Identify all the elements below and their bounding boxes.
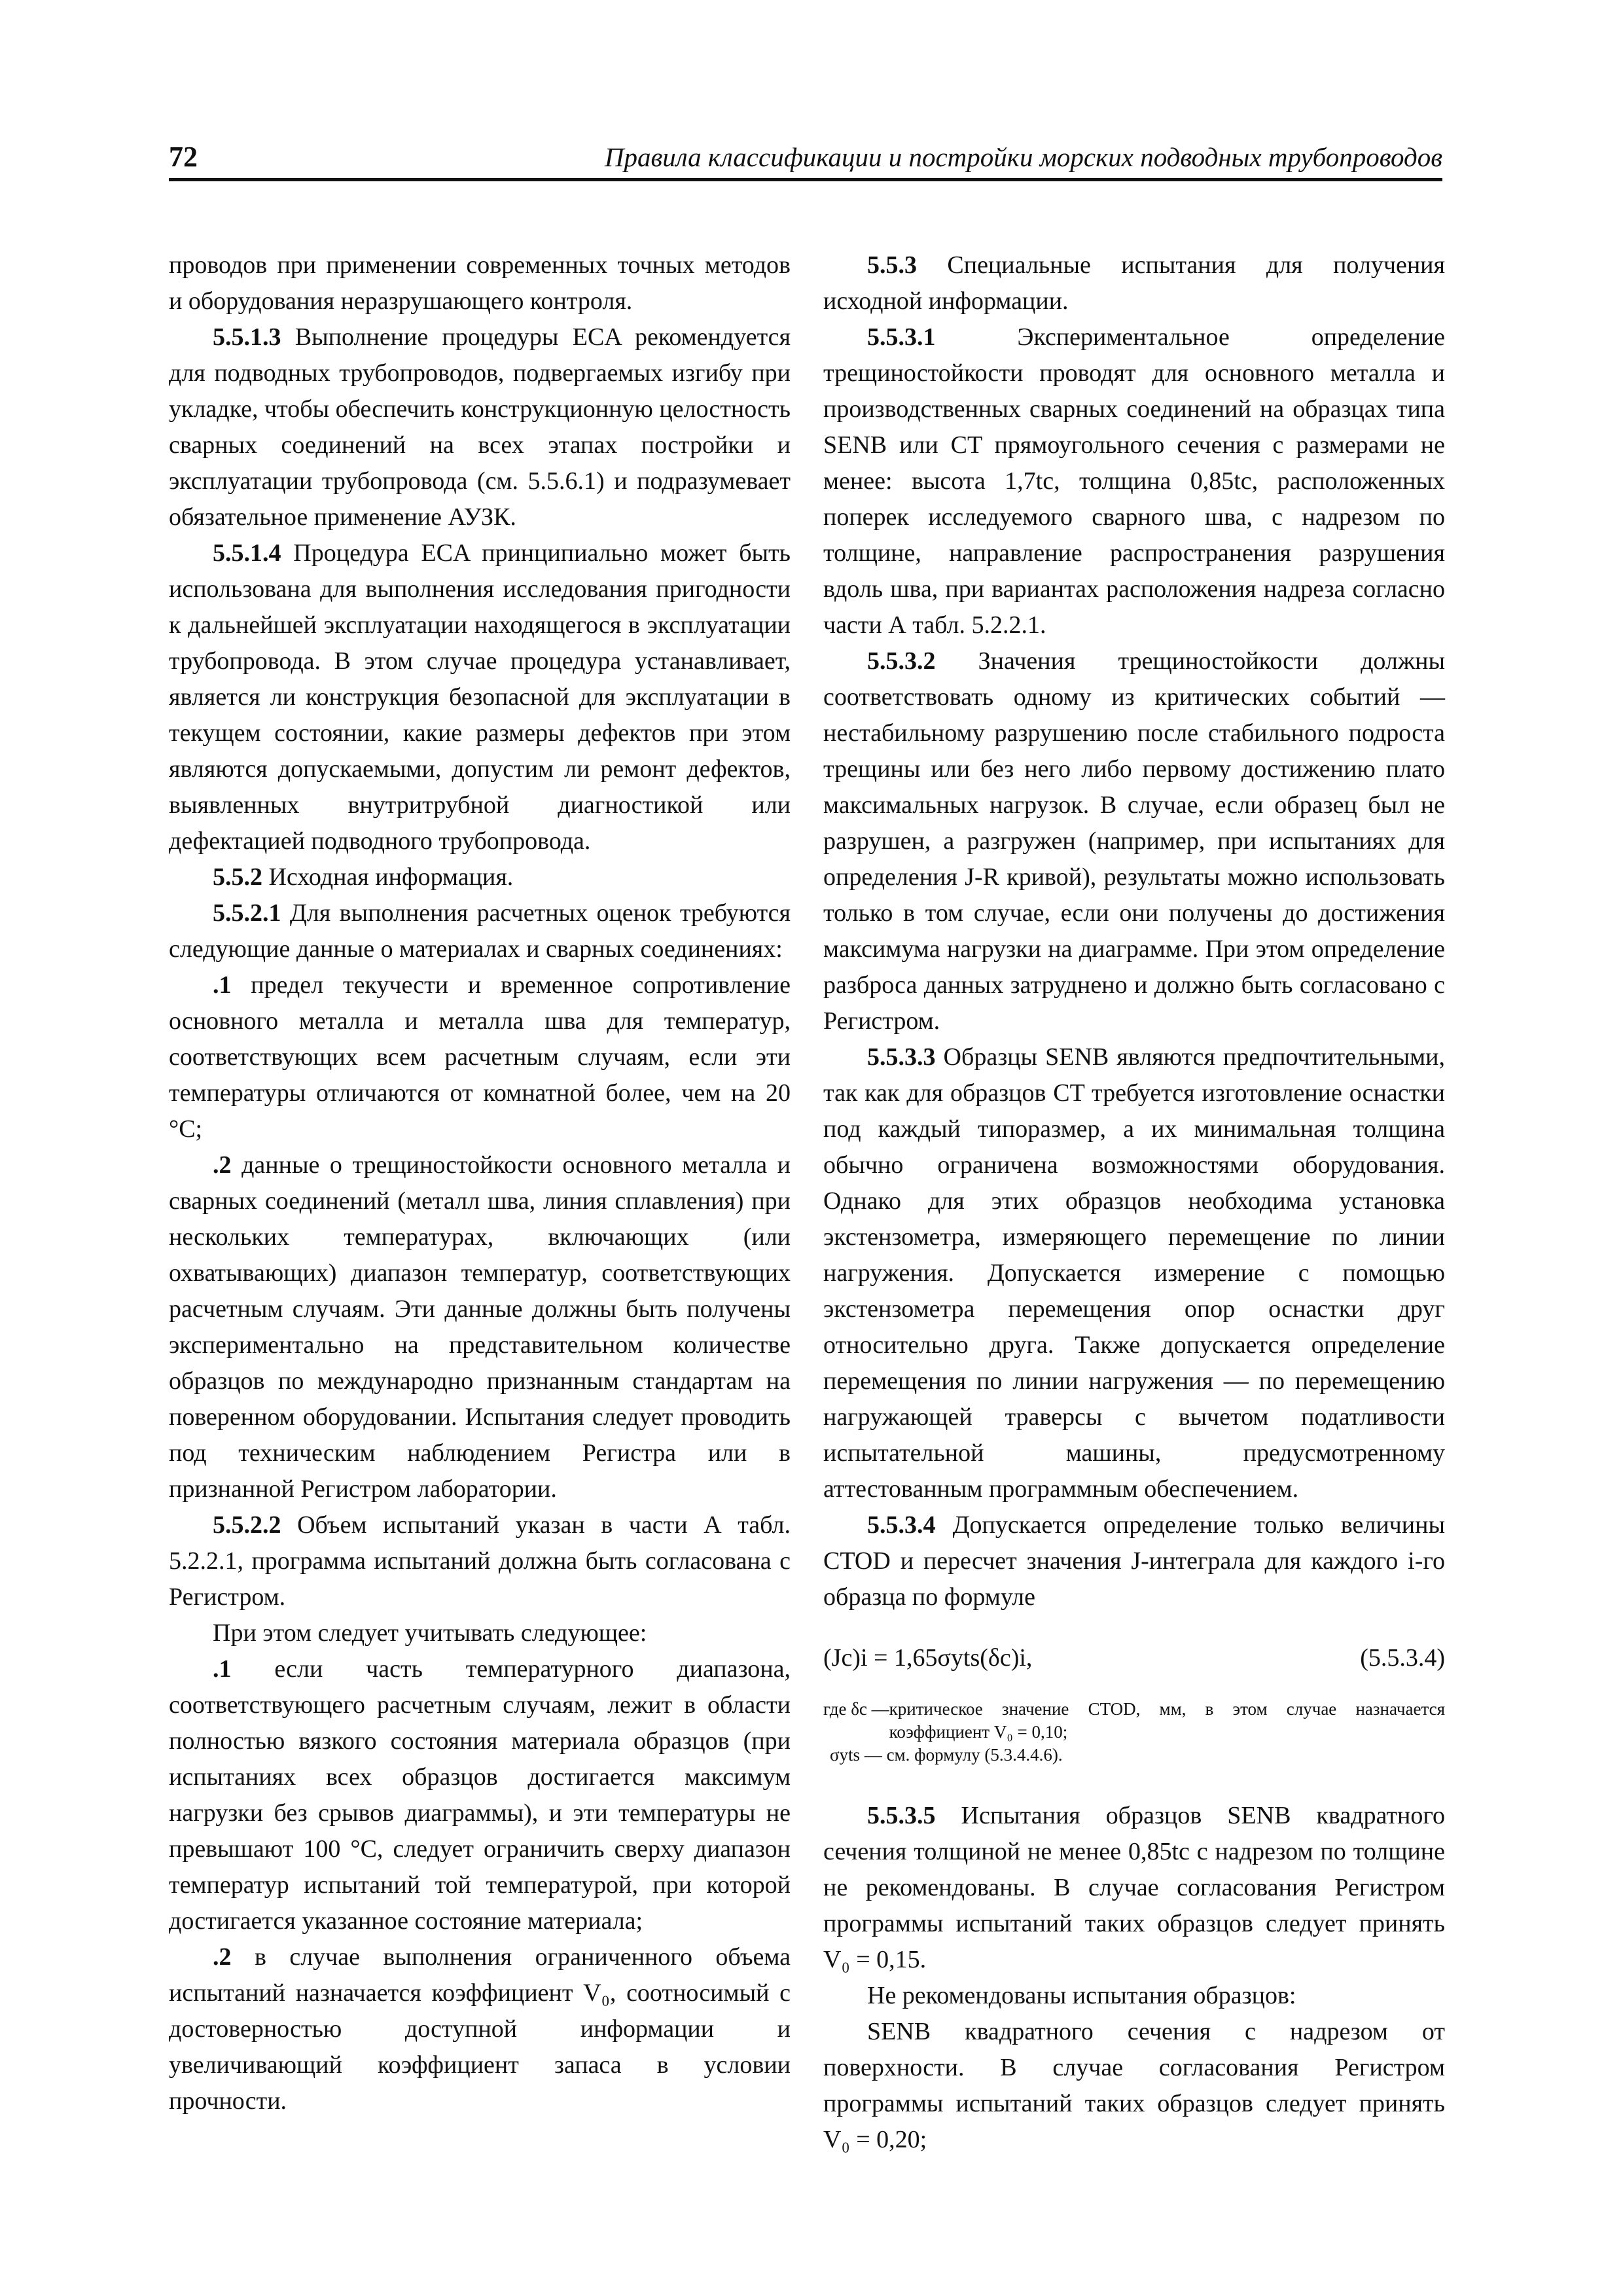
page-header [169, 140, 1442, 181]
paragraph: проводов при применении современных точных методов и оборудования неразрушающего контроля. [169, 251, 791, 315]
page-number: 72 [169, 141, 198, 173]
paragraph: .1 предел текучести и временное сопротивление основного металла и металла шва для температур, соответствующих всем расчетным случаям, если эти температуры отличаются от комнатной более, чем на 20 °С; [169, 971, 791, 1143]
paragraph: 5.5.3.2 Значения трещиностойкости должны соответствовать одному из критических событий — нестабильному разрушению после стабильного подроста трещины или без него либо первому достижению плато максимальных нагрузок. В случае, если образец был не разрушен, а разгружен (например, при испытаниях для определения J-R кривой), результаты можно использовать только в том случае, если они получены до достижения максимума нагрузки на диаграмме. При этом определение разброса данных затруднено и должно быть согласовано с Регистром. [823, 647, 1445, 1035]
paragraph: 5.5.3.3 Образцы SENB являются предпочтительными, так как для образцов CT требуется изготовление оснастки под каждый типоразмер, а их минимальная толщина обычно ограничена возможностями оборудования. Однако для этих образцов необходима установка экстензометра, измеряющего перемещение по линии нагружения. Допускается измерение с помощью экстензометра перемещения опор оснастки друг относительно друга. Также допускается определение перемещения по линии нагружения — по перемещению нагружающей траверсы с вычетом податливости испытательной машины, предусмотренному аттестованным программным обеспечением. [823, 1043, 1445, 1503]
paragraph: 5.5.1.3 Выполнение процедуры ECA рекомендуется для подводных трубопроводов, подвергаемых изгибу при укладке, чтобы обеспечить конструкционную целостность сварных соединений на всех этапах постройки и эксплуатации трубопровода (см. 5.5.6.1) и подразумевает обязательное применение АУЗК. [169, 323, 791, 531]
legend-text: критическое значение CTOD, мм, в этом случае назначается коэффициент V₀ = 0,10; [889, 1699, 1445, 1742]
formula [823, 1638, 1445, 1678]
paragraph: .1 если часть температурного диапазона, соответствующего расчетным случаям, лежит в области полностью вязкого состояния материала образцов (при испытаниях всех образцов достигается максимум нагрузки без срывов диаграммы), и эти температуры не превышают 100 °С, следует ограничить сверху диапазон температур испытаний той температурой, при которой достигается указанное состояние материала; [169, 1655, 791, 1935]
paragraph: При этом следует учитывать следующее: [213, 1619, 647, 1647]
right-column [823, 247, 1445, 2158]
paragraph: .2 данные о трещиностойкости основного металла и сварных соединений (металл шва, линия сплавления) при нескольких температурах, включающих (или охватывающих) диапазон температур, соответствующих расчетным случаям. Эти данные должны быть получены экспериментально на представительном количестве образцов по международно признанным стандартам на поверенном оборудовании. Испытания следует проводить под техническим наблюдением Регистра или в признанной Регистром лаборатории. [169, 1151, 791, 1503]
paragraph: 5.5.3 Специальные испытания для получения исходной информации. [823, 251, 1445, 315]
paragraph: 5.5.1.4 Процедура ECA принципиально может быть использована для выполнения исследования пригодности к дальнейшей эксплуатации находящегося в эксплуатации трубопровода. В этом случае процедура устанавливает, является ли конструкция безопасной для эксплуатации в текущем состоянии, какие размеры дефектов при этом являются допускаемыми, допустим ли ремонт дефектов, выявленных внутритрубной диагностикой или дефектацией подводного трубопровода. [169, 539, 791, 855]
running-title: Правила классификации и постройки морских подводных трубопроводов [604, 142, 1442, 172]
left-column [169, 247, 791, 2119]
paragraph: 5.5.3.1 Экспериментальное определение трещиностойкости проводят для основного металла и производственных сварных соединений на образцах типа SENB или CT прямоугольного сечения с размерами не менее: высота 1,7tc, толщина 0,85tc, расположенных поперек исследуемого сварного шва, с надрезом по толщине, направление распространения разрушения вдоль шва, при вариантах расположения надреза согласно части А табл. 5.2.2.1. [823, 323, 1445, 639]
paragraph: .2 в случае выполнения ограниченного объема испытаний назначается коэффициент V₀, соотносимый с достоверностью доступной информации и увеличивающий коэффициент запаса в условии прочности. [169, 1943, 791, 2115]
legend-symbol: где δc — [823, 1699, 889, 1719]
paragraph: 5.5.2.2 Объем испытаний указан в части А табл. 5.2.2.1, программа испытаний должна быть согласована с Регистром. [169, 1511, 791, 1611]
legend-row [823, 1698, 1445, 1744]
formula-expression: (Jc)i = 1,65σyts(δc)i, [823, 1644, 1033, 1672]
formula-legend [823, 1698, 1445, 1767]
paragraph: 5.5.3.4 Допускается определение только величины CTOD и пересчет значения J-интеграла для каждого i-го образца по формуле [823, 1511, 1445, 1611]
paragraph: 5.5.3.5 Испытания образцов SENB квадратного сечения толщиной не менее 0,85tc с надрезом по толщине не рекомендованы. В случае согласования Регистром программы испытаний таких образцов следует принять V₀ = 0,15. [823, 1802, 1445, 1973]
formula-number: (5.5.3.4) [1360, 1644, 1445, 1672]
paragraph: SENB квадратного сечения с надрезом от поверхности. В случае согласования Регистром программы испытаний таких образцов следует принять V₀ = 0,20; [823, 2018, 1445, 2153]
legend-row: σyts — см. формулу (5.3.4.4.6). [830, 1745, 1063, 1765]
paragraph: 5.5.2.1 Для выполнения расчетных оценок требуются следующие данные о материалах и сварных соединениях: [169, 899, 791, 963]
paragraph: 5.5.2 Исходная информация. [213, 863, 514, 891]
paragraph: Не рекомендованы испытания образцов: [867, 1982, 1296, 2009]
